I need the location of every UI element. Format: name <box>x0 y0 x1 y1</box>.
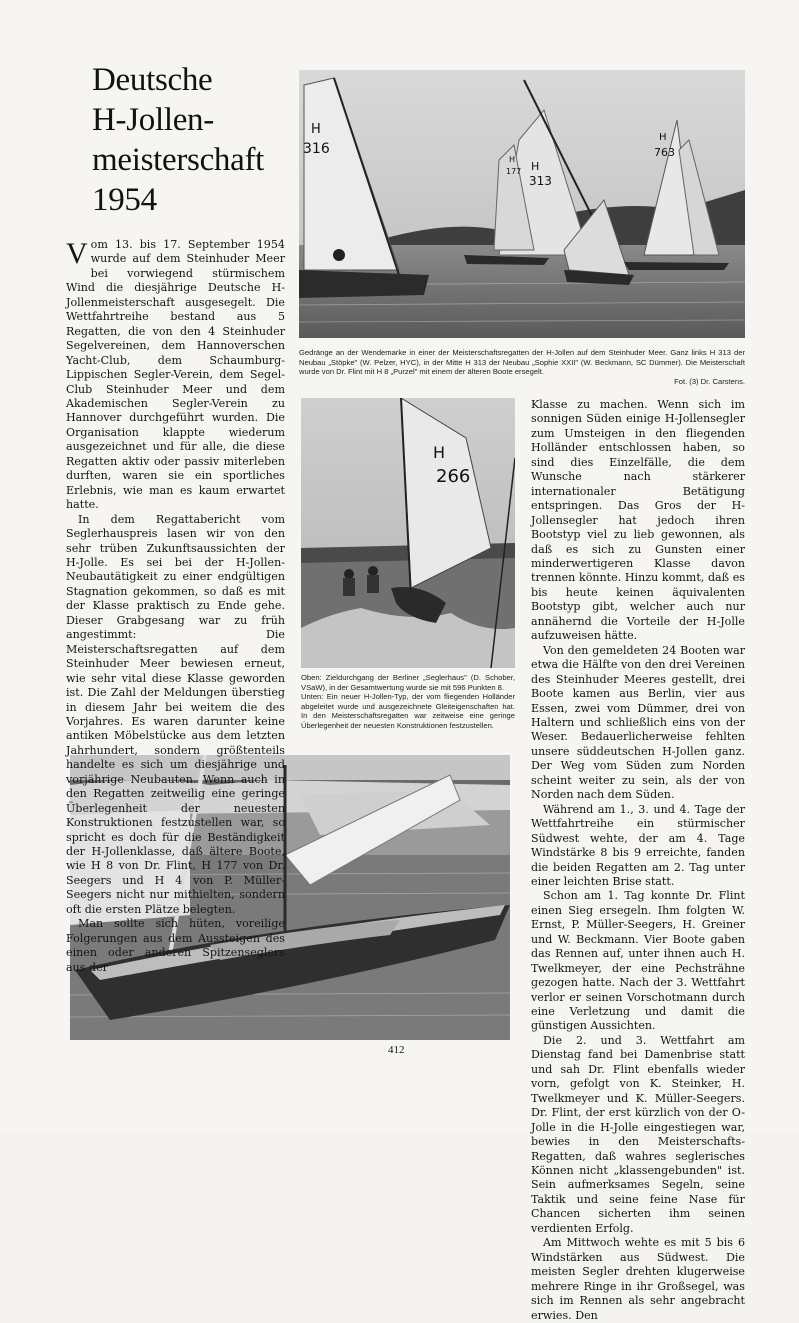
title-line: 1954 <box>92 182 157 218</box>
paragraph-text: om 13. bis 17. September 1954 wurde auf dem Steinhuder Meer bei vorwiegend stürmischem Wind die diesjährige Deutsche H-Jollenmeisterschaft ausgesegelt. Die Wettfahrtreihe bestand aus 5 Regatten, die von den 4 Steinhuder Segelvereinen, dem Hannoverschen Yacht-Club, dem Schaumburg-Lippischen Segler-Verein, dem Segel-Club Steinhuder Meer und dem Akademischen Segler-Verein zu Hannover durchgeführt wurden. Die Organisation klappte wiederum ausgezeichnet und für alle, die diese Regatten aktiv oder passiv miterleben durften, waren sie ein sportliches Erlebnis, wie man es kaum erwartet hatte. <box>66 238 285 512</box>
paragraph: Am Mittwoch wehte es mit 5 bis 6 Windstärken aus Südwest. Die meisten Segler drehten klugerweise mehrere Ringe in ihr Großsegel, was sich im Rennen als sehr angebracht erwies. Den <box>531 1236 745 1322</box>
sail-number: 316 <box>303 141 330 157</box>
title-line: meisterschaft <box>92 142 265 178</box>
article-title <box>92 60 292 220</box>
middle-photo-caption <box>301 673 515 731</box>
sail-number: H <box>509 155 516 164</box>
photo-credit: Fot. (3) Dr. Carstens. <box>674 376 745 386</box>
top-photo-caption <box>299 348 745 386</box>
paragraph: Die 2. und 3. Wettfahrt am Dienstag fand bei Damenbrise statt und sah Dr. Flint ebenfalls wieder vorn, gefolgt von K. Steinker, H. Twelkmeyer und K. Müller-Seegers. Dr. Flint, der erst kürzlich von der O-Jolle in die H-Jolle eingestiegen war, bewies in den Meisterschafts-Regatten, daß wahres seglerisches Können nicht „klassengebunden" ist. Sein aufmerksames Segeln, seine Taktik und seine feine Nase für Chancen sicherten ihm seinen verdienten Erfolg. <box>531 1033 745 1235</box>
sailboat-266-photo <box>301 398 515 668</box>
paragraph <box>66 238 285 513</box>
paragraph: Man sollte sich hüten, voreilige Folgerungen aus dem Aussteigen des einen oder anderen Spitzenseglers aus der <box>66 917 285 974</box>
caption-top: Oben: Zieldurchgang der Berliner „Seglerhaus" (D. Schober, VSaW), in der Gesamtwertung wurde sie mit 596 Punkten 8. <box>301 673 515 692</box>
sail-number: 313 <box>529 174 552 188</box>
drop-cap: V <box>66 237 88 270</box>
left-column <box>66 238 285 975</box>
paragraph: Von den gemeldeten 24 Booten war etwa die Hälfte von den drei Vereinen des Steinhuder Meeres gestellt, drei Boote kamen aus Berlin, vier aus Essen, zwei vom Dümmer, drei von Haltern und schließlich eins von der Weser. Bedauerlicherweise fehlten unsere süddeutschen H-Jollen ganz. Der Weg vom Süden zum Norden scheint weiter zu sein, als der von Norden nach dem Süden. <box>531 643 745 802</box>
page-number: 412 <box>388 1044 405 1056</box>
caption-text: Gedränge an der Wendemarke in einer der Meisterschaftsregatten der H-Jollen auf dem Steinhuder Meer. Ganz links H 313 der Neubau „Stöpke" (W. Pelzer, HYC), in der Mitte H 313 der Neubau „Sophie XXII" (W. Beckmann, SC Dümmer). Die Meisterschaft wurde von Dr. Flint mit H 8 „Purzel" mit einem der älteren Boote ersegelt. <box>299 348 745 377</box>
sail-number: 177 <box>506 167 522 176</box>
paragraph: Während am 1., 3. und 4. Tage der Wettfahrtreihe ein stürmischer Südwest wehte, der am 4. Tage Windstärke 8 bis 9 erreichte, fanden die beiden Regatten am 2. Tag unter einer leichten Brise statt. <box>531 802 745 888</box>
paragraph: In dem Regattabericht vom Seglerhauspreis lasen wir von den sehr trüben Zukunftsaussichten der H-Jolle. Es sei bei der H-Jollen-Neubautätigkeit zu einer endgültigen Stagnation gekommen, so daß es mit der Klasse praktisch zu Ende gehe. Dieser Grabgesang war zu früh angestimmt: Die Meisterschaftsregatten auf dem Steinhuder Meer bewiesen erneut, wie sehr vital diese Klasse geworden ist. Die Zahl der Meldungen überstieg in diesem Jahr bei weitem die des Vorjahres. Es waren darunter keine antiken Möbelstücke aus dem letzten Jahrhundert, sondern größtenteils handelte es sich um diesjährige und vorjährige Neubauten. Wenn auch in den Regatten zeitweilig eine geringe Überlegenheit der neuesten Konstruktionen festzustellen war, so spricht es doch für die Beständigkeit der H-Jollenklasse, daß ältere Boote, wie H 8 von Dr. Flint, H 177 von Dr. Seegers und H 4 von P. Müller-Seegers nicht nur mithielten, sondern oft die ersten Plätze belegten. <box>66 512 285 916</box>
sail-number: 763 <box>654 146 675 159</box>
sail-number: H <box>311 122 321 137</box>
right-column <box>531 398 745 1323</box>
sail-number: H <box>433 443 446 462</box>
sail-number: H <box>659 132 667 143</box>
sail-number: H <box>531 160 540 173</box>
title-line: Deutsche <box>92 62 213 98</box>
paragraph: Schon am 1. Tag konnte Dr. Flint einen Sieg ersegeln. Ihm folgten W. Ernst, P. Müller-Seegers, H. Greiner und W. Beckmann. Vier Boote gaben das Rennen auf, unter ihnen auch H. Twelkmeyer, der eine Pechsträhne gezogen hatte. Nach der 3. Wettfahrt verlor er seinen Vorschotmann durch eine Verletzung und damit die günstigen Aussichten. <box>531 889 745 1033</box>
title-line: H-Jollen- <box>92 102 214 138</box>
sail-number: 266 <box>436 466 471 487</box>
paragraph: Klasse zu machen. Wenn sich im sonnigen Süden einige H-Jollensegler zum Umsteigen in den fliegenden Holländer entschlossen haben, so sind dies Einzelfälle, die dem Wunsche nach stärkerer internationaler Betätigung entspringen. Das Gros der H-Jollensegler hat jedoch ihren Bootstyp viel zu lieb gewonnen, als daß es sich zu Gunsten einer minderwertigeren Klasse davon trennen könnte. Hinzu kommt, daß es bis heute keinen äquivalenten Bootstyp gibt, welcher auch nur annähernd die Vorteile der H-Jolle aufzuweisen hätte. <box>531 398 745 643</box>
caption-bottom: Unten: Ein neuer H-Jollen-Typ, der vom fliegenden Holländer abgeleitet wurde und ausgezeichnete Gleiteigenschaften hat. In den Meisterschaftsregatten war zeitweise eine geringe Überlegenheit der neuesten Konstruktionen festzustellen. <box>301 692 515 730</box>
regatta-photo <box>299 70 745 338</box>
